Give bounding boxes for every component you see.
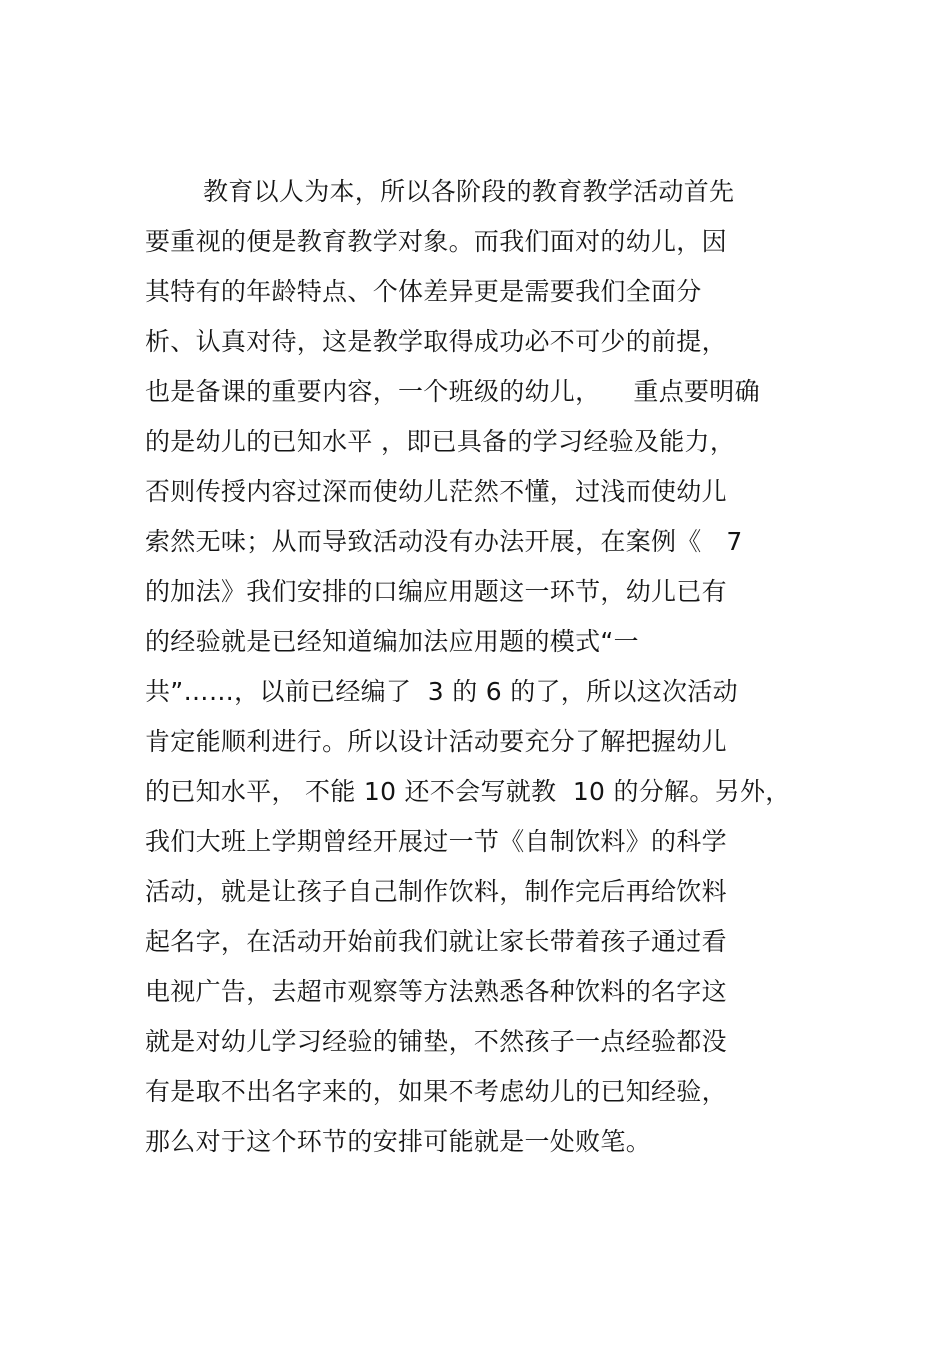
paragraph-line-5: 也是备课的重要内容，一个班级的幼儿， 重点要明确 xyxy=(145,377,760,406)
paragraph-line-19: 有是取不出名字来的，如果不考虑幼儿的已知经验， xyxy=(145,1077,727,1106)
paragraph-line-10: 的经验就是已经知道编加法应用题的模式“一 xyxy=(145,627,639,656)
paragraph-line-4: 析、认真对待，这是教学取得成功必不可少的前提， xyxy=(145,327,727,356)
paragraph-line-7: 否则传授内容过深而使幼儿茫然不懂，过浅而使幼儿 xyxy=(145,477,727,506)
paragraph-line-2: 要重视的便是教育教学对象。而我们面对的幼儿，因 xyxy=(145,227,727,256)
paragraph-line-1: 教育以人为本，所以各阶段的教育教学活动首先 xyxy=(203,177,735,206)
paragraph-line-3: 其特有的年龄特点、个体差异更是需要我们全面分 xyxy=(145,277,702,306)
paragraph-line-12: 肯定能顺利进行。所以设计活动要充分了解把握幼儿 xyxy=(145,727,727,756)
paragraph-line-20: 那么对于这个环节的安排可能就是一处败笔。 xyxy=(145,1127,652,1156)
paragraph-line-17: 电视广告，去超市观察等方法熟悉各种饮料的名字这 xyxy=(145,977,727,1006)
paragraph-line-8: 索然无味；从而导致活动没有办法开展，在案例《 7 xyxy=(145,527,743,556)
paragraph-line-18: 就是对幼儿学习经验的铺垫，不然孩子一点经验都没 xyxy=(145,1027,727,1056)
paragraph-line-9: 的加法》我们安排的口编应用题这一环节，幼儿已有 xyxy=(145,577,727,606)
paragraph-line-16: 起名字，在活动开始前我们就让家长带着孩子通过看 xyxy=(145,927,727,956)
paragraph-line-13: 的已知水平， 不能 10 还不会写就教 10 的分解。另外， xyxy=(145,777,791,806)
paragraph-line-15: 活动，就是让孩子自己制作饮料，制作完后再给饮料 xyxy=(145,877,727,906)
paragraph-line-6: 的是幼儿的已知水平 ，即已具备的学习经验及能力， xyxy=(145,427,736,456)
paragraph-line-11: 共”……，以前已经编了 3 的 6 的了，所以这次活动 xyxy=(145,677,738,706)
paragraph-line-14: 我们大班上学期曾经开展过一节《自制饮料》的科学 xyxy=(145,827,727,856)
